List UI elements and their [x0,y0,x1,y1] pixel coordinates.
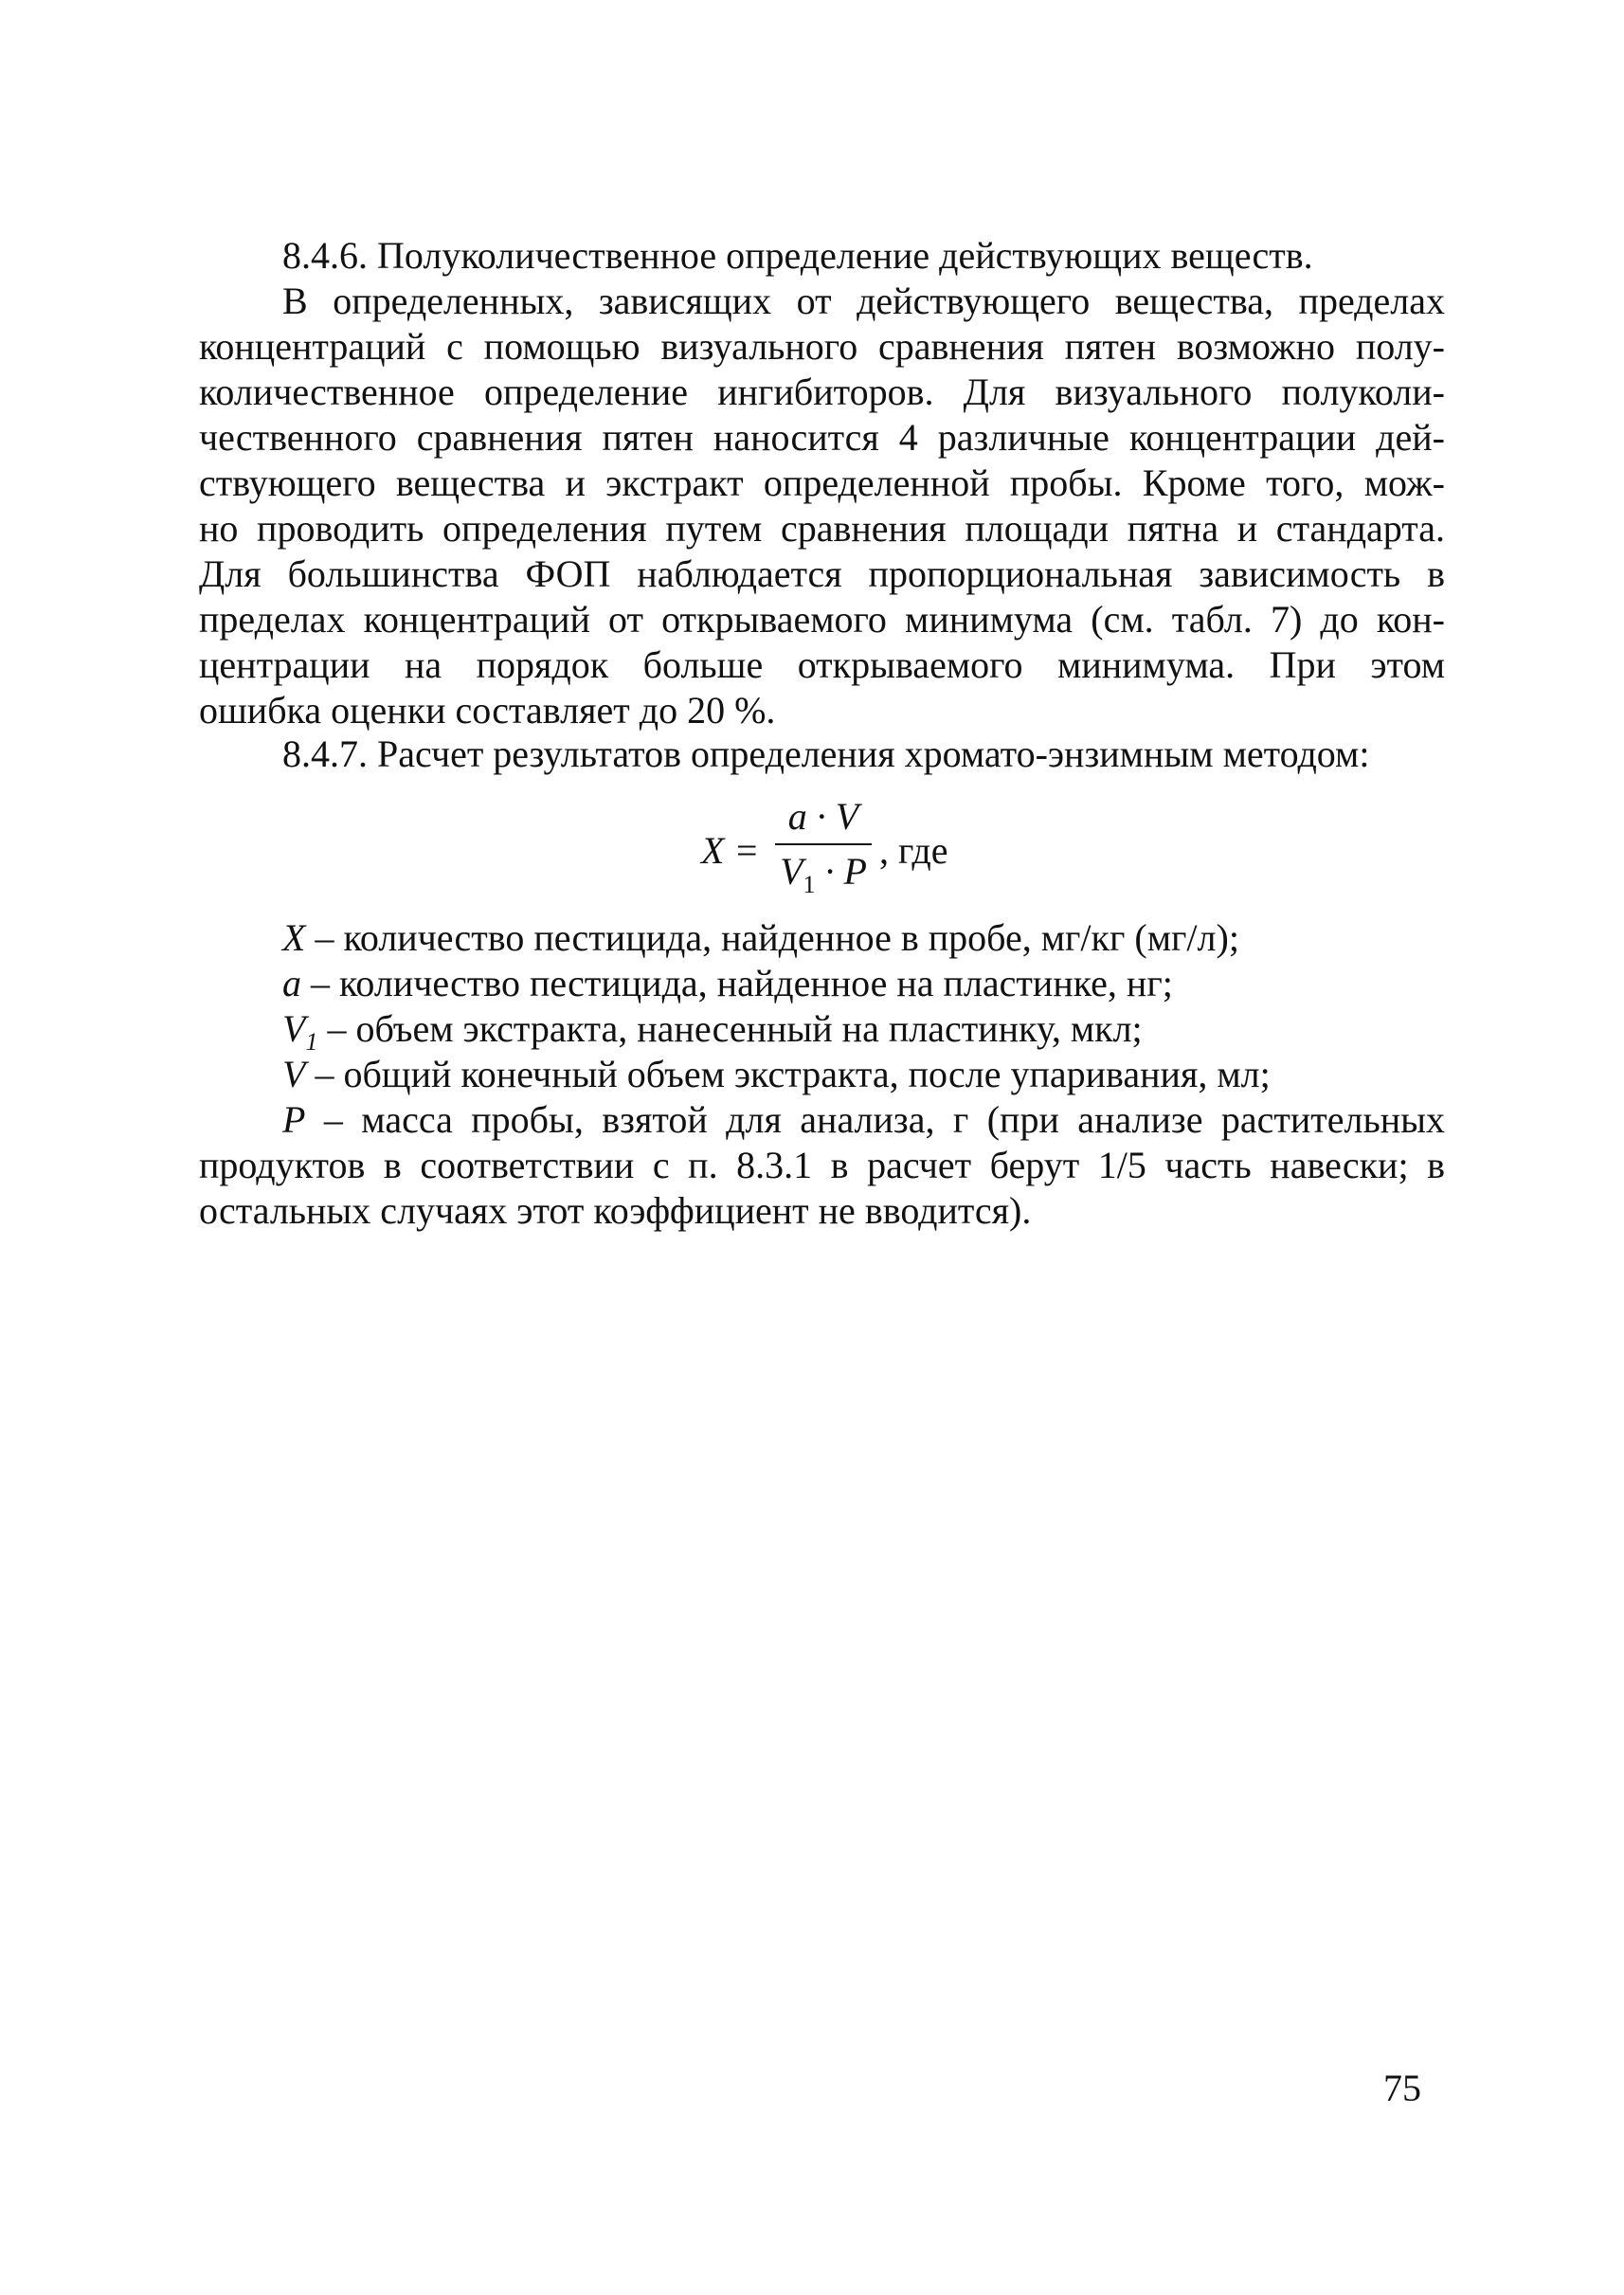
formula-den-main: V [780,850,803,893]
paragraph-line: Для большинства ФОП наблюдается пропорциональная зависимость в [199,552,1445,595]
formula-den-rest: · P [815,850,867,893]
legend-item-x [199,915,1445,961]
legend-text: – масса пробы, взятой для анализа, г (при анализе растительных [323,1098,1446,1141]
formula-fraction [775,794,872,898]
legend-item-p [199,1097,1445,1143]
paragraph-line: центрации на порядок больше открываемого минимума. При этом [199,643,1445,686]
formula-numerator: a · V [787,795,859,838]
legend-item-v [199,1052,1445,1097]
legend-item-a [199,961,1445,1006]
paragraph-line: но проводить определения путем сравнения площади пятна и стандарта. [199,507,1445,550]
fraction-bar [775,843,872,845]
paragraph-line: ствующего вещества и экстракт определенной пробы. Кроме того, мож- [199,461,1445,504]
symbol-p: P [282,1098,306,1141]
paragraph-line: чественного сравнения пятен наносится 4 различные концентрации дей- [199,416,1445,459]
formula [701,794,1004,908]
legend-text: – количество пестицида, найденное на пластинке, нг; [301,962,1173,1004]
section-heading: 8.4.6. Полуколичественное определение действующих веществ. [282,234,1313,277]
section-846 [199,233,1445,279]
formula-tail: , где [879,829,948,872]
page-number: 75 [1383,2067,1421,2109]
paragraph-line: количественное определение ингибиторов. Для визуального полуколи- [199,370,1445,413]
section-846-paragraph [199,279,1445,733]
paragraph-line: концентраций с помощью визуального сравнения пятен возможно полу- [199,325,1445,368]
paragraph-line: ошибка оценки составляет до 20 %. [199,689,776,732]
legend-text: – количество пестицида, найденное в пробе, мг/кг (мг/л); [305,916,1239,959]
symbol-v: V [282,1053,306,1095]
symbol-a: a [282,962,301,1004]
legend-text: – общий конечный объем экстракта, после упаривания, мл; [305,1053,1271,1095]
formula-lhs: X = [701,829,760,872]
paragraph-line: В определенных, зависящих от действующего вещества, пределах [282,280,1445,322]
symbol-x: X [282,916,306,959]
legend-item-p-cont: остальных случаях этот коэффициент не вводится). [199,1189,1032,1232]
legend-item-p-cont: продуктов в соответствии с п. 8.3.1 в расчет берут 1/5 часть навески; в [199,1144,1445,1186]
variable-legend [199,915,1445,1234]
section-847 [199,732,1445,777]
formula-denominator [775,849,872,898]
paragraph-line: пределах концентраций от открываемого минимума (см. табл. 7) до кон- [199,598,1445,641]
legend-item-v1 [199,1006,1445,1056]
section-heading: 8.4.7. Расчет результатов определения хромато-энзимным методом: [282,732,1370,775]
symbol-v1-sub: 1 [305,1028,318,1056]
legend-text: – объем экстракта, нанесенный на пластинку, мкл; [317,1007,1143,1050]
symbol-v1: V [282,1007,306,1050]
formula-den-sub: 1 [803,871,816,898]
